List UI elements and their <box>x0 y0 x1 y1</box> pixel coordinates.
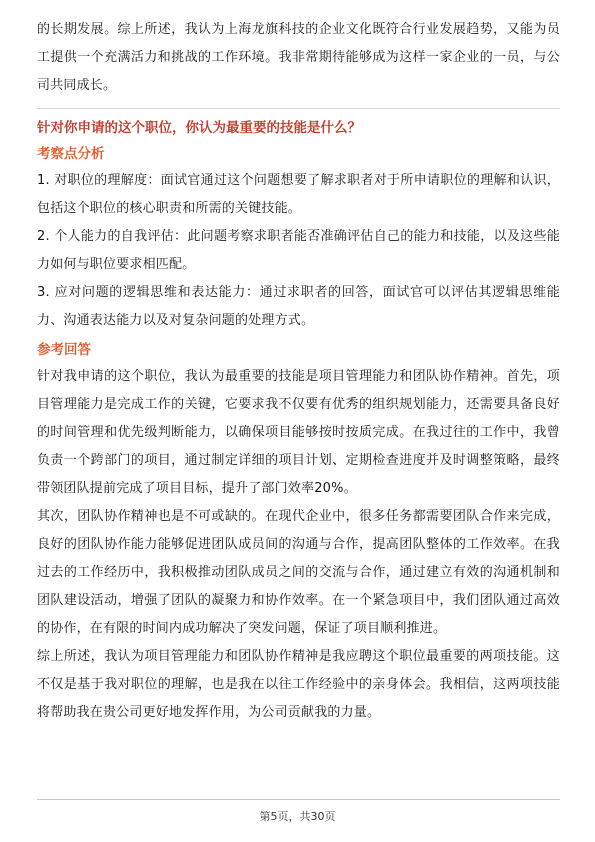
analysis-point-3: 3. 应对问题的逻辑思维和表达能力：通过求职者的回答，面试官可以评估其逻辑思维能力、沟通表达能力以及对复杂问题的处理方式。 <box>37 285 560 328</box>
interview-question: 针对你申请的这个职位，你认为最重要的技能是什么？ <box>37 120 361 136</box>
answer-paragraph-3: 综上所述，我认为项目管理能力和团队协作精神是我应聘这个职位最重要的两项技能。这不仅是基于我对职位的理解，也是我在以往工作经验中的亲身体会。我相信，这两项技能将帮助我在贵公司更好地发挥作用，为公司贡献我的力量。 <box>37 649 560 720</box>
section-divider <box>37 108 560 109</box>
answer-heading: 参考回答 <box>37 342 91 358</box>
answer-paragraph-2: 其次，团队协作精神也是不可或缺的。在现代企业中，很多任务都需要团队合作来完成，良好的团队协作能力能够促进团队成员间的沟通与合作，提高团队整体的工作效率。在我过去的工作经历中，我积极推动团队成员之间的交流与合作，通过建立有效的沟通机制和团队建设活动，增强了团队的凝聚力和协作效率。在一个紧急项目中，我们团队通过高效的协作，在有限的时间内成功解决了突发问题，保证了项目顺利推进。 <box>37 509 560 636</box>
analysis-point-2: 2. 个人能力的自我评估：此问题考察求职者能否准确评估自己的能力和技能，以及这些能力如何与职位要求相匹配。 <box>37 229 560 272</box>
analysis-point-1: 1. 对职位的理解度：面试官通过这个问题想要了解求职者对于所申请职位的理解和认识，包括这个职位的核心职责和所需的关键技能。 <box>37 173 560 216</box>
page-content <box>37 16 560 727</box>
analysis-heading: 考察点分析 <box>37 146 105 162</box>
page-number: 第5页，共30页 <box>259 810 336 823</box>
answer-paragraph-1: 针对我申请的这个职位，我认为最重要的技能是项目管理能力和团队协作精神。首先，项目管理能力是完成工作的关键，它要求我不仅要有优秀的组织规划能力，还需要具备良好的时间管理和优先级判断能力，以确保项目能够按时按质完成。在我过往的工作中，我曾负责一个跨部门的项目，通过制定详细的项目计划、定期检查进度并及时调整策略，最终带领团队提前完成了项目目标，提升了部门效率20%。 <box>37 369 560 496</box>
footer-divider <box>37 799 560 800</box>
intro-continuation-paragraph: 的长期发展。综上所述，我认为上海龙旗科技的企业文化既符合行业发展趋势，又能为员工提供一个充满活力和挑战的工作环境。我非常期待能够成为这样一家企业的一员，与公司共同成长。 <box>37 22 560 93</box>
